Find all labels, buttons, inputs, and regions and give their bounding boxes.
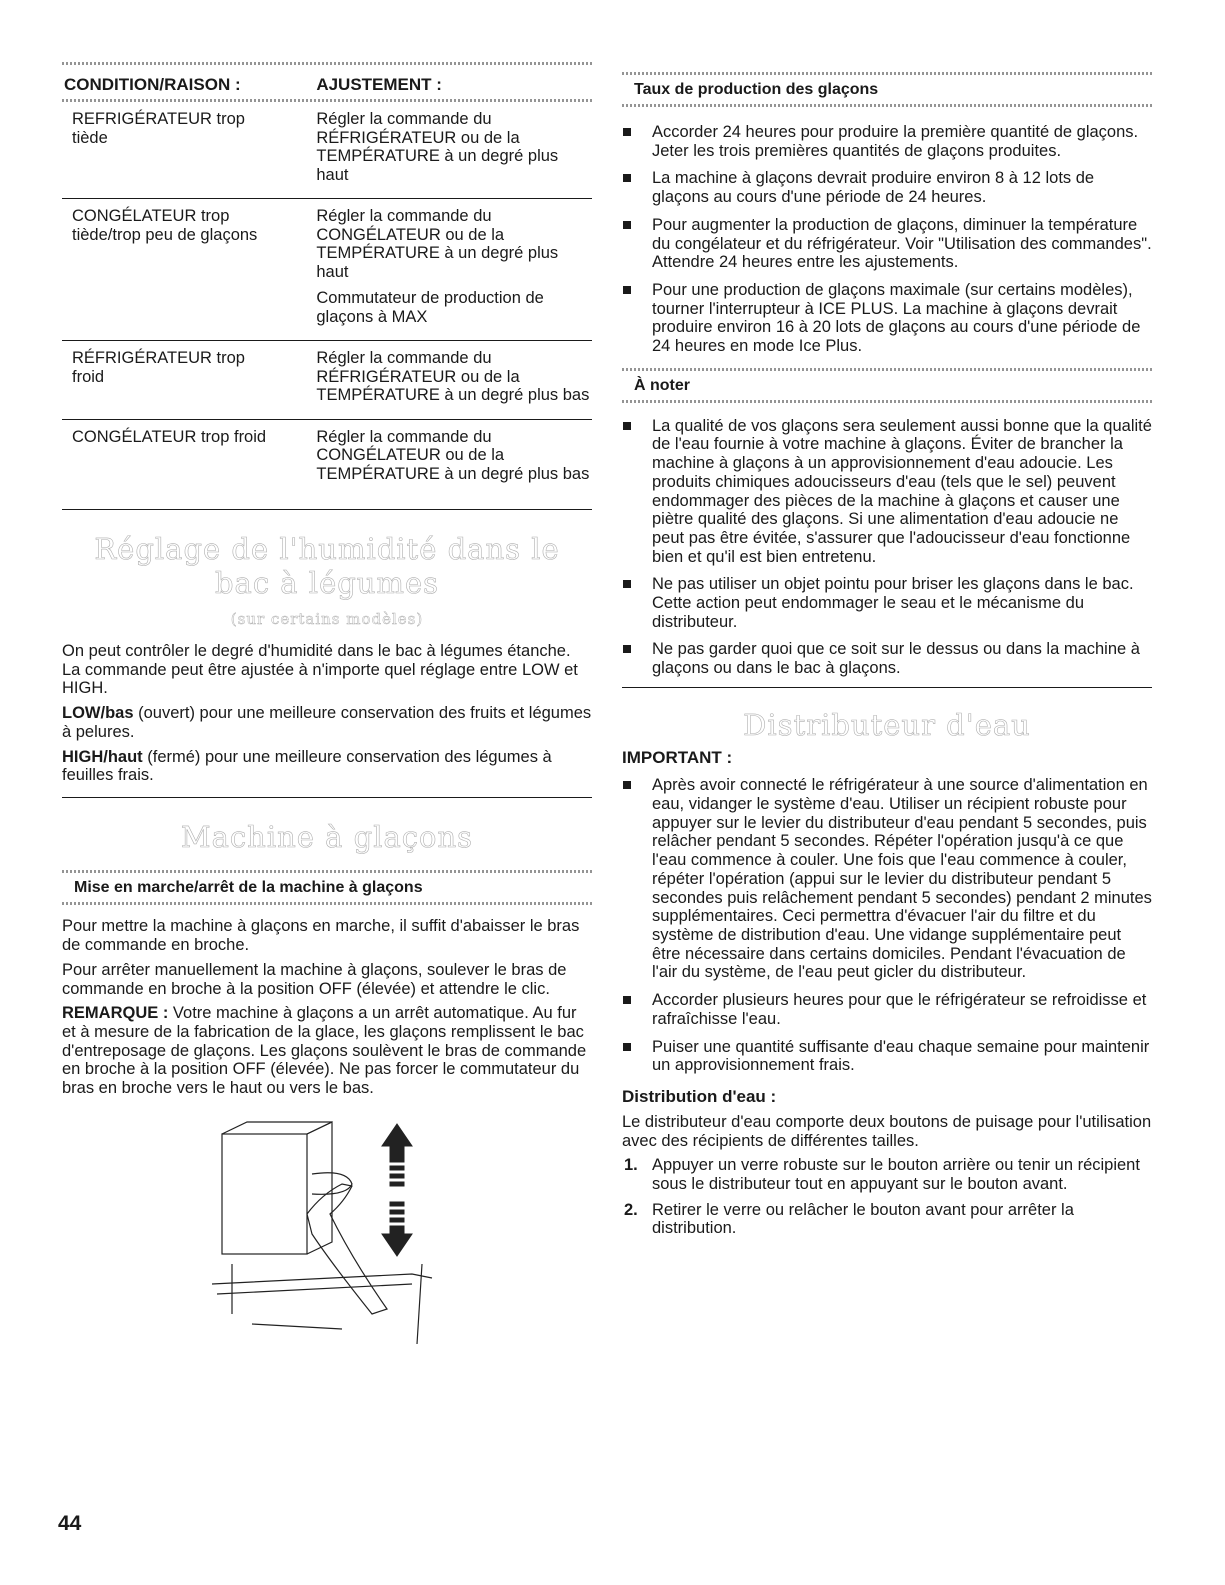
list-item: La machine à glaçons devrait produire environ 8 à 12 lots de glaçons au cours d'une période de 24 heures.: [622, 169, 1152, 206]
bullet-icon: [623, 645, 631, 653]
table-row: [62, 420, 592, 511]
table-row: [62, 341, 592, 420]
icemaker-illustration: [212, 1114, 472, 1354]
notes-list: [622, 417, 1152, 678]
table-row: [62, 199, 592, 341]
water-title: Distributeur d'eau: [743, 708, 1031, 743]
icemaker-title: Machine à glaçons: [180, 820, 474, 855]
step-item: 2. Retirer le verre ou relâcher le bouton avant pour arrêter la distribution.: [624, 1200, 1074, 1238]
production-rule-top: [622, 72, 1152, 75]
right-column: [622, 62, 1152, 1245]
humidity-subtitle: (sur certains modèles): [230, 610, 424, 628]
water-list: [622, 776, 1152, 1075]
icemaker-subhead: Mise en marche/arrêt de la machine à glaçons: [74, 879, 423, 897]
icemaker-note: REMARQUE : Votre machine à glaçons a un arrêt automatique. Au fur et à mesure de la fabrication de la glace, les glaçons remplissent le bac d'entreposage de glaçons. Les glaçons soulèvent le bras de commande en broche à la position OFF (élevée). Ne pas forcer le commutateur du bras en broche vers le haut ou vers le bas.: [62, 1004, 587, 1098]
adjustment-header: AJUSTEMENT :: [316, 75, 442, 94]
table-header: [62, 65, 592, 99]
condition-cell: REFRIGÉRATEUR trop tiède: [72, 110, 245, 147]
list-item: Ne pas garder quoi que ce soit sur le dessus ou dans la machine à glaçons ou dans le bac à glaçons.: [622, 640, 1152, 677]
list-item: Puiser une quantité suffisante d'eau chaque semaine pour maintenir un approvisionnement frais.: [622, 1038, 1152, 1075]
page-number: 44: [58, 1512, 82, 1535]
bullet-icon: [623, 286, 631, 294]
left-column: [62, 62, 592, 1354]
distribution-head: Distribution d'eau :: [622, 1086, 777, 1106]
list-item: La qualité de vos glaçons sera seulement aussi bonne que la qualité de l'eau fournie à votre machine à glaçons. Éviter de brancher la machine à glaçons à un approvisionnement d'eau adoucie. Les produits chimiques adoucisseurs d'eau (tels que le sel) peuvent endommager des pièces de la machine à glaçons et causer une piètre qualité des glaçons. Si une alimentation d'eau adoucie ne peut pas être évitée, s'assurer que l'adoucisseur d'eau fonctionne bien et qu'il est bien entretenu.: [622, 417, 1152, 567]
bullet-icon: [623, 580, 631, 588]
distribution-steps: [622, 1156, 1152, 1238]
bullet-icon: [623, 128, 631, 136]
bullet-icon: [623, 221, 631, 229]
icemaker-p2: Pour arrêter manuellement la machine à glaçons, soulever le bras de commande en broche à la position OFF (élevée) et attendre le clic.: [62, 960, 567, 998]
icemaker-rule-top: [62, 870, 592, 873]
list-item: Après avoir connecté le réfrigérateur à une source d'alimentation en eau, vidanger le système d'eau. Utiliser un récipient robuste pour appuyer sur le levier du distributeur d'eau pendant 5 secondes, puis relâcher pendant 5 secondes. Répéter l'opération jusqu'à ce que l'eau commence à couler. Une fois que l'eau commence à couler, répéter l'opération (appui sur le levier du distributeur pendant 5 secondes puis relâchement pendant 5 secondes) pendant 2 minutes supplémentaires. Ceci permettra d'évacuer l'air du filtre et du système de distribution d'eau. Une vidange supplémentaire peut être nécessaire dans certains domiciles. Pendant l'évacuation de l'air du système, de l'eau peut gicler du distributeur.: [622, 776, 1152, 982]
humidity-text: [62, 642, 592, 785]
table-top-rule: [62, 62, 592, 65]
list-item: Accorder plusieurs heures pour que le réfrigérateur se refroidisse et rafraîchisse l'eau.: [622, 991, 1152, 1028]
table-row: [62, 102, 592, 199]
adjustment-cell: Régler la commande du CONGÉLATEUR ou de la TEMPÉRATURE à un degré plus haut Commutateur de production de glaçons à MAX: [316, 207, 559, 326]
condition-cell: RÉFRIGÉRATEUR trop froid: [72, 349, 245, 386]
icemaker-text: [62, 917, 592, 1097]
humidity-intro: On peut contrôler le degré d'humidité dans le bac à légumes étanche. La commande peut être ajustée à n'importe quel réglage entre LOW et HIGH.: [62, 642, 578, 698]
bullet-icon: [623, 422, 631, 430]
production-rule-bottom: [622, 104, 1152, 107]
bullet-icon: [623, 174, 631, 182]
notes-rule-top: [622, 368, 1152, 371]
notes-rule-bottom: [622, 400, 1152, 403]
condition-cell: CONGÉLATEUR trop tiède/trop peu de glaçons: [72, 207, 258, 244]
adjustment-cell: Régler la commande du RÉFRIGÉRATEUR ou de la TEMPÉRATURE à un degré plus bas: [316, 349, 590, 404]
production-subhead: Taux de production des glaçons: [634, 81, 879, 98]
list-item: Pour une production de glaçons maximale (sur certains modèles), tourner l'interrupteur à ICE PLUS. La machine à glaçons devrait produire environ 16 à 20 lots de glaçons au cours d'une période de 24 heures en mode Ice Plus.: [622, 281, 1152, 356]
adjustment-cell: Régler la commande du CONGÉLATEUR ou de la TEMPÉRATURE à un degré plus bas: [316, 427, 590, 483]
bullet-icon: [623, 781, 631, 789]
adjustment-cell: Régler la commande du RÉFRIGÉRATEUR ou de la TEMPÉRATURE à un degré plus haut: [316, 110, 559, 184]
condition-header: CONDITION/RAISON :: [64, 75, 241, 94]
list-item: Pour augmenter la production de glaçons, diminuer la température du congélateur et du réfrigérateur. Voir "Utilisation des commandes". Attendre 24 heures entre les ajustements.: [622, 216, 1152, 272]
adjustment-table: [62, 102, 592, 510]
table-header-rule: [62, 99, 592, 102]
step-item: 1. Appuyer un verre robuste sur le bouton arrière ou tenir un récipient sous le distributeur tout en appuyant sur le bouton avant.: [624, 1156, 1140, 1194]
production-list: [622, 123, 1152, 356]
bullet-icon: [623, 996, 631, 1004]
humidity-high: HIGH/haut (fermé) pour une meilleure conservation des légumes à feuilles frais.: [62, 747, 552, 785]
list-item: Accorder 24 heures pour produire la première quantité de glaçons. Jeter les trois premières quantités de glaçons produites.: [622, 123, 1152, 160]
icemaker-p1: Pour mettre la machine à glaçons en marche, il suffit d'abaisser le bras de commande en broche.: [62, 917, 580, 955]
distribution-intro: Le distributeur d'eau comporte deux boutons de puisage pour l'utilisation avec des récipients de différentes tailles.: [622, 1112, 1152, 1150]
condition-cell: CONGÉLATEUR trop froid: [72, 427, 267, 446]
humidity-low: LOW/bas (ouvert) pour une meilleure conservation des fruits et légumes à pelures.: [62, 704, 592, 741]
humidity-title: Réglage de l'humidité dans le bac à légumes: [94, 532, 560, 600]
icemaker-rule-bottom: [62, 902, 592, 905]
notes-subhead: À noter: [634, 376, 690, 394]
bullet-icon: [623, 1043, 631, 1051]
list-item: Ne pas utiliser un objet pointu pour briser les glaçons dans le bac. Cette action peut endommager le seau et le mécanisme du distributeur.: [622, 575, 1152, 631]
important-label: IMPORTANT :: [622, 748, 733, 768]
